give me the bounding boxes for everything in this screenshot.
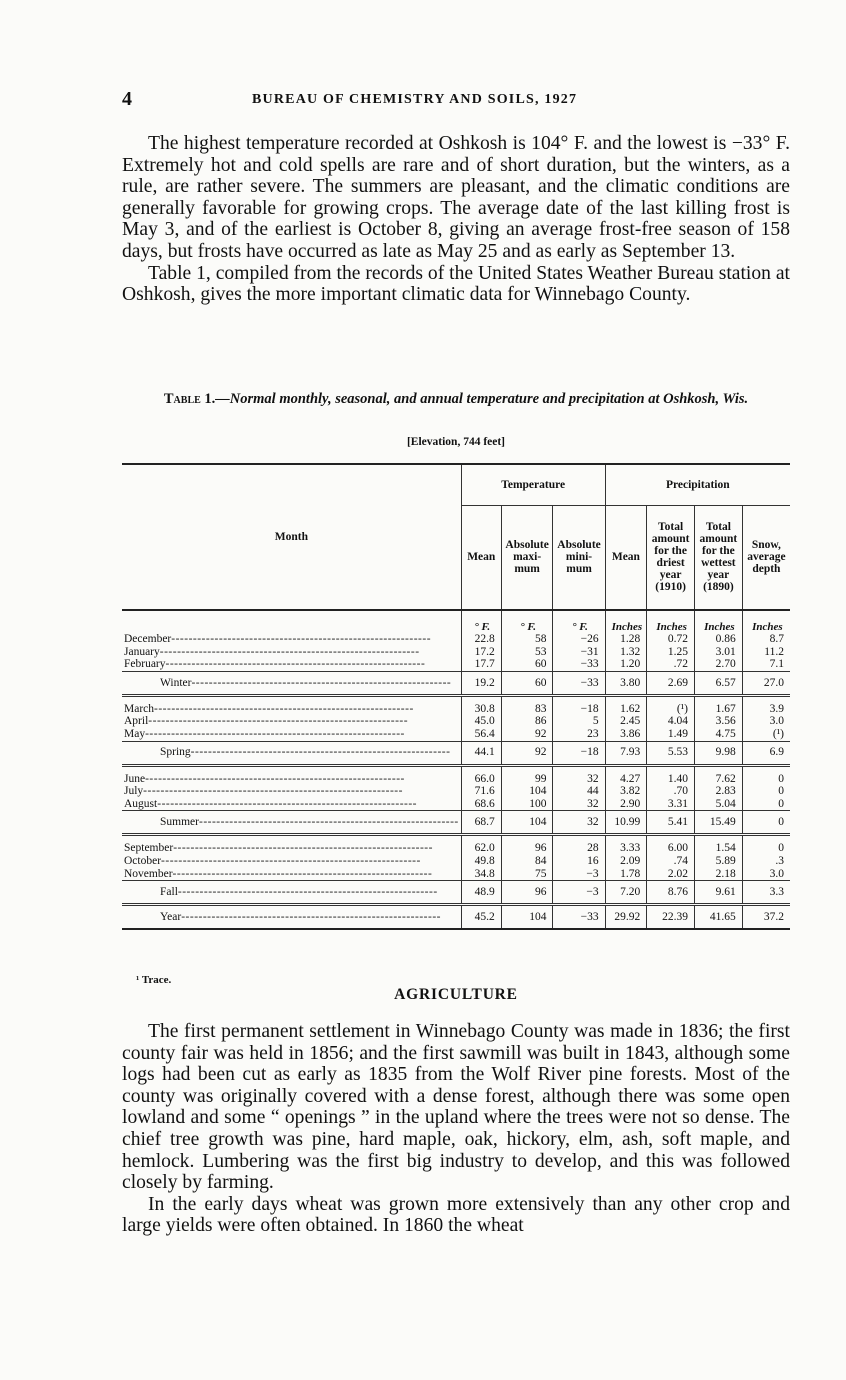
table-row bbox=[122, 785, 790, 798]
intro-text bbox=[122, 133, 790, 306]
dot-leader: ------------------------------------------------------------ bbox=[177, 885, 438, 898]
temperature-group-header: Temperature bbox=[461, 464, 605, 506]
row-label-text: September bbox=[124, 842, 174, 855]
row-label-text: August bbox=[124, 797, 158, 810]
units-spacer bbox=[122, 610, 461, 634]
row-label-text: November bbox=[124, 867, 173, 880]
row-label-text: June bbox=[124, 772, 146, 785]
table-row bbox=[122, 868, 790, 881]
table-cell: .3 bbox=[742, 855, 790, 868]
table-cell: 11.2 bbox=[742, 646, 790, 659]
dot-leader: ------------------------------------------------------------ bbox=[181, 910, 441, 923]
dot-leader: ------------------------------------------------------------ bbox=[143, 785, 403, 798]
table-cell: 96 bbox=[501, 835, 553, 855]
table-footnote: ¹ Trace. bbox=[136, 974, 172, 986]
table-cell: −33 bbox=[553, 658, 605, 671]
table-cell: 22.39 bbox=[647, 905, 695, 930]
table-cell: 104 bbox=[501, 905, 553, 930]
table-cell: 32 bbox=[553, 811, 605, 835]
table-cell: 3.01 bbox=[695, 646, 743, 659]
table-cell: 0 bbox=[742, 835, 790, 855]
dot-leader: ------------------------------------------------------------ bbox=[145, 772, 405, 785]
table-cell: 17.2 bbox=[461, 646, 501, 659]
table-cell: 1.20 bbox=[605, 658, 647, 671]
table-cell: 3.80 bbox=[605, 671, 647, 695]
table-cell: .74 bbox=[647, 855, 695, 868]
table-cell: 2.83 bbox=[695, 785, 743, 798]
table-cell: −18 bbox=[553, 695, 605, 715]
table-cell: −18 bbox=[553, 741, 605, 765]
table-cell: 1.25 bbox=[647, 646, 695, 659]
running-title: BUREAU OF CHEMISTRY AND SOILS, 1927 bbox=[252, 92, 578, 107]
column-header: Mean bbox=[461, 506, 501, 610]
dot-leader: ------------------------------------------------------------ bbox=[154, 702, 414, 715]
table-cell: 56.4 bbox=[461, 728, 501, 741]
season-summary-row bbox=[122, 881, 790, 905]
table-cell: 0 bbox=[742, 785, 790, 798]
row-label bbox=[122, 785, 461, 798]
table-cell: 23 bbox=[553, 728, 605, 741]
table-cell: 71.6 bbox=[461, 785, 501, 798]
table-cell: 104 bbox=[501, 811, 553, 835]
unit-label: Inches bbox=[695, 610, 743, 634]
table-cell: 68.6 bbox=[461, 798, 501, 811]
elevation-note: [Elevation, 744 feet] bbox=[406, 436, 506, 448]
table-cell: −26 bbox=[553, 633, 605, 646]
table-cell: 96 bbox=[501, 881, 553, 905]
table-row bbox=[122, 695, 790, 715]
row-label bbox=[122, 646, 461, 659]
table-cell: 8.7 bbox=[742, 633, 790, 646]
table-cell: 8.76 bbox=[647, 881, 695, 905]
unit-label: ° F. bbox=[553, 610, 605, 634]
table-cell: 1.67 bbox=[695, 695, 743, 715]
climate-table bbox=[122, 463, 790, 930]
table-cell: 2.90 bbox=[605, 798, 647, 811]
agriculture-text bbox=[122, 1021, 790, 1237]
table-row bbox=[122, 646, 790, 659]
table-cell: 0.86 bbox=[695, 633, 743, 646]
dot-leader: ------------------------------------------------------------ bbox=[191, 676, 452, 689]
table-cell: −3 bbox=[553, 881, 605, 905]
table-cell: 53 bbox=[501, 646, 553, 659]
table-cell: 2.45 bbox=[605, 715, 647, 728]
dot-leader: ------------------------------------------------------------ bbox=[165, 658, 426, 671]
row-label bbox=[122, 881, 461, 905]
table-cell: 32 bbox=[553, 798, 605, 811]
row-label-text: October bbox=[124, 855, 162, 868]
table-cell: 2.69 bbox=[647, 671, 695, 695]
table-row bbox=[122, 855, 790, 868]
paragraph: The first permanent settlement in Winnebago County was made in 1836; the first county fair was held in 1856; and the first sawmill was built in 1843, although some logs had been cut as early as 1835 from the Wolf River pine forests. Most of the county was originally covered with a dense forest, although there was some open lowland and some “ openings ” in the upland where the trees were not so dense. The chief tree growth was pine, hard maple, oak, hickory, elm, ash, soft maple, and hemlock. Lumbering was the first big industry to develop, and this was followed closely by farming. bbox=[122, 1021, 790, 1194]
table-cell: 5.41 bbox=[647, 811, 695, 835]
table-row bbox=[122, 633, 790, 646]
row-label-text: January bbox=[124, 645, 160, 658]
table-cell: 41.65 bbox=[695, 905, 743, 930]
table-cell: 6.57 bbox=[695, 671, 743, 695]
table-cell: 68.7 bbox=[461, 811, 501, 835]
row-label bbox=[122, 905, 461, 930]
table-cell: 60 bbox=[501, 658, 553, 671]
row-label bbox=[122, 811, 461, 835]
table-cell: 0 bbox=[742, 798, 790, 811]
dot-leader: ------------------------------------------------------------ bbox=[159, 645, 420, 658]
season-summary-row bbox=[122, 811, 790, 835]
table-cell: −31 bbox=[553, 646, 605, 659]
row-label-text: Summer bbox=[160, 816, 199, 829]
table-cell: 92 bbox=[501, 728, 553, 741]
row-label bbox=[122, 671, 461, 695]
table-cell: 48.9 bbox=[461, 881, 501, 905]
table-cell: 2.02 bbox=[647, 868, 695, 881]
table-cell: 7.93 bbox=[605, 741, 647, 765]
units-row bbox=[122, 610, 790, 634]
table-cell: 7.62 bbox=[695, 765, 743, 785]
table-cell: 84 bbox=[501, 855, 553, 868]
table-caption bbox=[122, 390, 790, 408]
table-cell: 6.9 bbox=[742, 741, 790, 765]
table-cell: .70 bbox=[647, 785, 695, 798]
table-cell: 3.0 bbox=[742, 868, 790, 881]
column-header: Total amount for the wettest year (1890) bbox=[695, 506, 743, 610]
table-cell: 16 bbox=[553, 855, 605, 868]
table-cell: 2.70 bbox=[695, 658, 743, 671]
dot-leader: ------------------------------------------------------------ bbox=[171, 633, 432, 646]
table-cell: 1.78 bbox=[605, 868, 647, 881]
paragraph: Table 1, compiled from the records of the United States Weather Bureau station at Oshkosh, gives the more important climatic data for Winnebago County. bbox=[122, 262, 790, 306]
row-label bbox=[122, 728, 461, 741]
table-cell: (¹) bbox=[647, 695, 695, 715]
table-cell: −33 bbox=[553, 671, 605, 695]
season-summary-row bbox=[122, 741, 790, 765]
season-summary-row bbox=[122, 671, 790, 695]
table-cell: 34.8 bbox=[461, 868, 501, 881]
row-label bbox=[122, 855, 461, 868]
table-cell: 32 bbox=[553, 765, 605, 785]
table-cell: 28 bbox=[553, 835, 605, 855]
table-cell: 2.18 bbox=[695, 868, 743, 881]
table-cell: 1.62 bbox=[605, 695, 647, 715]
page-number: 4 bbox=[122, 88, 132, 110]
table-cell: 3.86 bbox=[605, 728, 647, 741]
dot-leader: ------------------------------------------------------------ bbox=[172, 867, 433, 880]
table-cell: 1.40 bbox=[647, 765, 695, 785]
row-label-text: July bbox=[124, 785, 144, 798]
table-cell: (¹) bbox=[742, 728, 790, 741]
paragraph: The highest temperature recorded at Oshkosh is 104° F. and the lowest is −33° F. Extremely hot and cold spells are rare and of short duration, but the winters, as a rule, are rather severe. The summers are pleasant, and the climatic conditions are generally favorable for growing crops. The average date of the last killing frost is May 3, and of the earliest is October 8, giving an average frost-free season of 158 days, but frosts have occurred as late as May 25 and as early as September 13. bbox=[122, 133, 790, 262]
table-cell: 5.04 bbox=[695, 798, 743, 811]
table-cell: 1.28 bbox=[605, 633, 647, 646]
table-cell: 37.2 bbox=[742, 905, 790, 930]
precipitation-group-header: Precipitation bbox=[605, 464, 790, 506]
table-cell: 3.9 bbox=[742, 695, 790, 715]
row-label-text: May bbox=[124, 728, 146, 741]
row-label bbox=[122, 765, 461, 785]
table-cell: 1.49 bbox=[647, 728, 695, 741]
row-label bbox=[122, 715, 461, 728]
table-cell: 58 bbox=[501, 633, 553, 646]
column-header: Total amount for the driest year (1910) bbox=[647, 506, 695, 610]
page-header bbox=[122, 88, 790, 116]
paragraph: In the early days wheat was grown more extensively than any other crop and large yields were often obtained. In 1860 the wheat bbox=[122, 1193, 790, 1237]
table-cell: 3.3 bbox=[742, 881, 790, 905]
table-cell: 62.0 bbox=[461, 835, 501, 855]
row-label bbox=[122, 868, 461, 881]
table-cell: 44.1 bbox=[461, 741, 501, 765]
unit-label: Inches bbox=[742, 610, 790, 634]
table-cell: 29.92 bbox=[605, 905, 647, 930]
table-row bbox=[122, 835, 790, 855]
row-label-text: February bbox=[124, 658, 166, 671]
table-title: —Normal monthly, seasonal, and annual temperature and precipitation at Oshkosh, Wis. bbox=[215, 391, 749, 407]
table-cell: 3.0 bbox=[742, 715, 790, 728]
row-label-text: Year bbox=[160, 910, 182, 923]
table-cell: 86 bbox=[501, 715, 553, 728]
row-label bbox=[122, 633, 461, 646]
dot-leader: ------------------------------------------------------------ bbox=[157, 797, 418, 810]
table-cell: 104 bbox=[501, 785, 553, 798]
table-cell: 66.0 bbox=[461, 765, 501, 785]
table-cell: 6.00 bbox=[647, 835, 695, 855]
dot-leader: ------------------------------------------------------------ bbox=[145, 728, 405, 741]
table-cell: 5 bbox=[553, 715, 605, 728]
row-label bbox=[122, 798, 461, 811]
column-header: Mean bbox=[605, 506, 647, 610]
table-cell: 17.7 bbox=[461, 658, 501, 671]
table-cell: 44 bbox=[553, 785, 605, 798]
table-cell: 45.0 bbox=[461, 715, 501, 728]
dot-leader: ------------------------------------------------------------ bbox=[173, 842, 433, 855]
table-cell: 83 bbox=[501, 695, 553, 715]
table-cell: 19.2 bbox=[461, 671, 501, 695]
table-cell: 49.8 bbox=[461, 855, 501, 868]
table-cell: −33 bbox=[553, 905, 605, 930]
unit-label: Inches bbox=[647, 610, 695, 634]
row-label bbox=[122, 741, 461, 765]
table-cell: 4.75 bbox=[695, 728, 743, 741]
row-label-text: Winter bbox=[160, 676, 192, 689]
table-cell: 3.33 bbox=[605, 835, 647, 855]
table-cell: 3.82 bbox=[605, 785, 647, 798]
table-cell: 4.27 bbox=[605, 765, 647, 785]
table-cell: 15.49 bbox=[695, 811, 743, 835]
table-cell: 9.61 bbox=[695, 881, 743, 905]
month-column-header: Month bbox=[122, 464, 461, 610]
dot-leader: ------------------------------------------------------------ bbox=[190, 746, 451, 759]
table-cell: 7.1 bbox=[742, 658, 790, 671]
table-cell: 5.89 bbox=[695, 855, 743, 868]
table-cell: 0 bbox=[742, 811, 790, 835]
table-cell: 7.20 bbox=[605, 881, 647, 905]
section-heading: AGRICULTURE bbox=[394, 986, 518, 1003]
table-cell: 0 bbox=[742, 765, 790, 785]
table-cell: 0.72 bbox=[647, 633, 695, 646]
dot-leader: ------------------------------------------------------------ bbox=[148, 715, 409, 728]
column-header: Absolute maxi-mum bbox=[501, 506, 553, 610]
row-label bbox=[122, 695, 461, 715]
table-cell: 10.99 bbox=[605, 811, 647, 835]
row-label bbox=[122, 658, 461, 671]
table-cell: 45.2 bbox=[461, 905, 501, 930]
row-label-text: Spring bbox=[160, 746, 191, 759]
table-cell: 100 bbox=[501, 798, 553, 811]
column-header: Snow, average depth bbox=[742, 506, 790, 610]
table-label: Table 1. bbox=[163, 391, 216, 407]
table-cell: 9.98 bbox=[695, 741, 743, 765]
table-cell: 1.32 bbox=[605, 646, 647, 659]
row-label-text: April bbox=[124, 715, 149, 728]
table-row bbox=[122, 728, 790, 741]
table-row bbox=[122, 715, 790, 728]
table-row bbox=[122, 765, 790, 785]
row-label-text: March bbox=[124, 702, 155, 715]
row-label-text: December bbox=[124, 633, 172, 646]
year-summary-row bbox=[122, 905, 790, 930]
unit-label: ° F. bbox=[461, 610, 501, 634]
table-cell: −3 bbox=[553, 868, 605, 881]
unit-label: ° F. bbox=[501, 610, 553, 634]
table-cell: 3.31 bbox=[647, 798, 695, 811]
table-cell: .72 bbox=[647, 658, 695, 671]
table-cell: 60 bbox=[501, 671, 553, 695]
table-cell: 75 bbox=[501, 868, 553, 881]
table-body bbox=[122, 610, 790, 930]
table-cell: 5.53 bbox=[647, 741, 695, 765]
row-label-text: Fall bbox=[160, 885, 178, 898]
table-cell: 1.54 bbox=[695, 835, 743, 855]
table-cell: 92 bbox=[501, 741, 553, 765]
table-cell: 2.09 bbox=[605, 855, 647, 868]
table-row bbox=[122, 658, 790, 671]
table-cell: 3.56 bbox=[695, 715, 743, 728]
table-row bbox=[122, 798, 790, 811]
column-header: Absolute mini-mum bbox=[553, 506, 605, 610]
table-cell: 30.8 bbox=[461, 695, 501, 715]
dot-leader: ------------------------------------------------------------ bbox=[161, 855, 421, 868]
table-cell: 4.04 bbox=[647, 715, 695, 728]
row-label bbox=[122, 835, 461, 855]
unit-label: Inches bbox=[605, 610, 647, 634]
table-cell: 99 bbox=[501, 765, 553, 785]
table-cell: 27.0 bbox=[742, 671, 790, 695]
table-cell: 22.8 bbox=[461, 633, 501, 646]
dot-leader: ------------------------------------------------------------ bbox=[198, 816, 459, 829]
